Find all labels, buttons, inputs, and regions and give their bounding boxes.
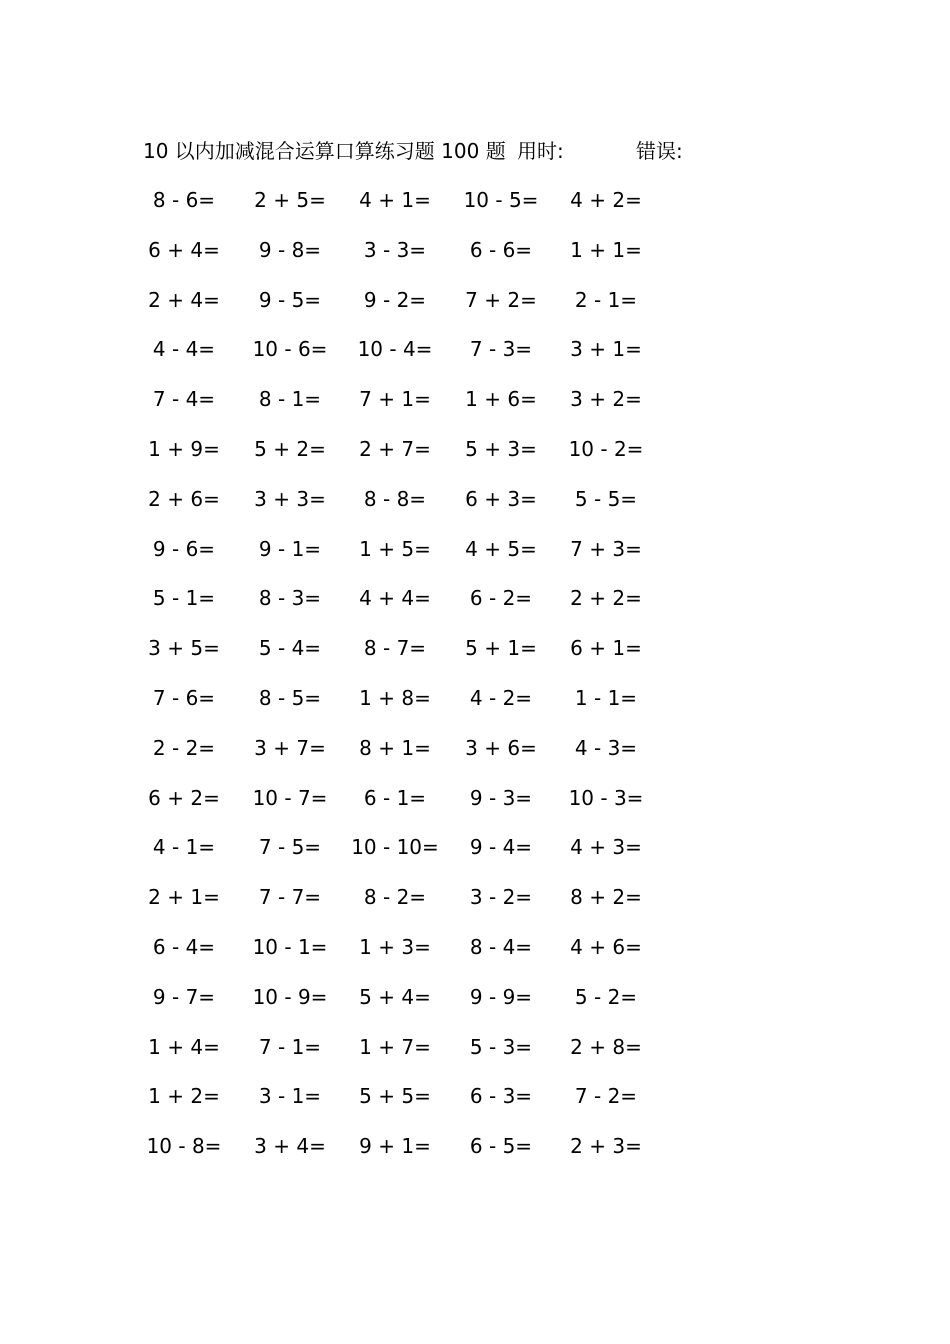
problem-item: 6 + 3= [465,486,537,511]
problem-item: 10 - 4= [357,337,433,362]
problem-item: 9 - 3= [469,785,533,810]
problem-item: 4 - 1= [152,835,216,860]
problem-item: 8 + 1= [359,735,431,760]
problem-item: 3 + 5= [148,636,220,661]
problem-item: 5 + 4= [359,984,431,1009]
problem-item: 5 - 4= [258,636,322,661]
problem-item: 5 + 5= [359,1084,431,1109]
problem-item: 1 + 9= [148,437,220,461]
problem-item: 5 - 2= [574,984,638,1009]
problem-item: 9 + 1= [359,1134,431,1159]
problem-item: 7 + 2= [465,287,537,312]
problem-item: 10 - 9= [252,984,328,1009]
problem-item: 2 + 4= [148,287,220,312]
problem-item: 10 - 10= [351,835,439,860]
problem-item: 4 - 2= [469,686,533,710]
problem-item: 7 - 4= [152,387,216,412]
problem-item: 9 - 7= [152,984,216,1009]
problem-item: 4 - 4= [152,337,216,362]
problem-item: 8 - 7= [363,636,427,661]
problem-item: 2 + 1= [148,885,220,910]
problem-item: 1 + 6= [465,387,537,412]
problem-item: 4 + 4= [359,586,431,611]
problem-item: 9 - 6= [152,536,216,561]
problem-item: 8 - 5= [258,686,322,710]
problem-item: 3 - 3= [363,237,427,262]
problem-item: 7 - 6= [152,686,216,710]
problem-item: 8 - 4= [469,935,533,959]
worksheet-header [143,137,743,165]
problem-item: 6 - 6= [469,237,533,262]
problem-item: 7 - 3= [469,337,533,362]
time-label: 用时: [517,139,564,163]
problem-item: 5 - 5= [574,486,638,511]
problem-item: 3 - 1= [258,1084,322,1109]
problem-item: 8 - 2= [363,885,427,910]
problem-item: 5 - 3= [469,1034,533,1059]
problem-item: 6 - 3= [469,1084,533,1109]
problem-item: 10 - 2= [568,437,644,461]
problem-item: 7 - 2= [574,1084,638,1109]
problem-item: 10 - 5= [463,188,539,212]
problem-item: 7 + 3= [570,536,642,561]
problem-item: 3 + 7= [254,735,326,760]
problem-item: 1 + 3= [359,935,431,959]
problem-item: 10 - 1= [252,935,328,959]
problem-item: 1 + 5= [359,536,431,561]
problem-item: 4 + 2= [570,188,642,212]
problem-item: 3 + 4= [254,1134,326,1159]
problem-item: 3 - 2= [469,885,533,910]
problem-item: 9 - 9= [469,984,533,1009]
problem-item: 3 + 3= [254,486,326,511]
problem-item: 8 - 3= [258,586,322,611]
problem-item: 4 - 3= [574,735,638,760]
problem-item: 4 + 3= [570,835,642,860]
problem-item: 2 + 3= [570,1134,642,1159]
problem-item: 1 + 4= [148,1034,220,1059]
problem-item: 2 + 8= [570,1034,642,1059]
problem-item: 5 + 3= [465,437,537,461]
problem-item: 6 - 2= [469,586,533,611]
problem-item: 6 - 5= [469,1134,533,1159]
problem-item: 6 + 4= [148,237,220,262]
problem-item: 4 + 1= [359,188,431,212]
problem-item: 1 + 7= [359,1034,431,1059]
problem-item: 4 + 6= [570,935,642,959]
problem-item: 5 - 1= [152,586,216,611]
problem-item: 9 - 1= [258,536,322,561]
problem-item: 6 - 1= [363,785,427,810]
problem-item: 8 + 2= [570,885,642,910]
problem-item: 8 - 8= [363,486,427,511]
problem-item: 9 - 8= [258,237,322,262]
problem-item: 3 + 1= [570,337,642,362]
problem-item: 1 + 8= [359,686,431,710]
problem-item: 2 + 6= [148,486,220,511]
problem-item: 10 - 6= [252,337,328,362]
problem-item: 1 + 1= [570,237,642,262]
problem-item: 10 - 8= [146,1134,222,1159]
error-label: 错误: [636,139,683,163]
worksheet-title: 10 以内加减混合运算口算练习题 100 题 [143,139,506,163]
problem-item: 5 + 2= [254,437,326,461]
problem-item: 1 + 2= [148,1084,220,1109]
problem-item: 2 + 7= [359,437,431,461]
problem-item: 6 - 4= [152,935,216,959]
problem-item: 8 - 1= [258,387,322,412]
problem-item: 3 + 2= [570,387,642,412]
problem-item: 6 + 2= [148,785,220,810]
problem-item: 5 + 1= [465,636,537,661]
problem-item: 7 - 1= [258,1034,322,1059]
problem-item: 3 + 6= [465,735,537,760]
problem-item: 9 - 4= [469,835,533,860]
problem-item: 7 - 5= [258,835,322,860]
problem-item: 6 + 1= [570,636,642,661]
problem-item: 9 - 2= [363,287,427,312]
problem-item: 8 - 6= [152,188,216,212]
problem-item: 4 + 5= [465,536,537,561]
problem-item: 2 - 2= [152,735,216,760]
problem-item: 2 + 5= [254,188,326,212]
problem-item: 2 + 2= [570,586,642,611]
problem-item: 10 - 7= [252,785,328,810]
problem-item: 7 - 7= [258,885,322,910]
problem-item: 10 - 3= [568,785,644,810]
problem-item: 2 - 1= [574,287,638,312]
problem-item: 7 + 1= [359,387,431,412]
problem-item: 1 - 1= [574,686,638,710]
problem-item: 9 - 5= [258,287,322,312]
